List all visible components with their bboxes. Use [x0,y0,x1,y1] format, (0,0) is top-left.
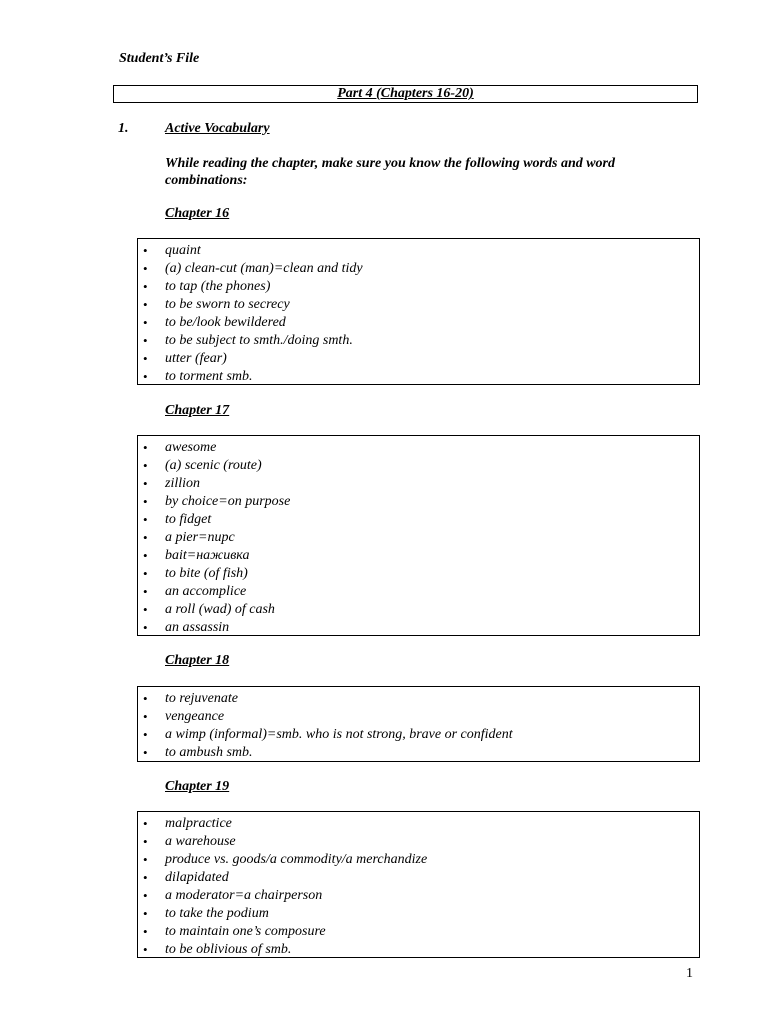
chapter-18-vocab-box [137,686,700,762]
vocab-item [138,368,699,386]
vocab-item [138,923,699,941]
vocab-item-text: to torment smb. [165,369,253,384]
vocab-item [138,851,699,869]
bullet-icon: • [143,870,148,885]
vocab-item [138,905,699,923]
vocab-item-text: a roll (wad) of cash [165,602,275,617]
vocab-item-text: bait=наживка [165,548,250,563]
bullet-icon: • [143,351,148,366]
vocab-item [138,350,699,368]
vocab-item-text: to fidget [165,512,212,527]
vocab-item [138,475,699,493]
vocab-item-text: vengeance [165,709,225,724]
vocab-item-text: to be oblivious of smb. [165,942,292,957]
bullet-icon: • [143,333,148,348]
bullet-icon: • [143,709,148,724]
bullet-icon: • [143,315,148,330]
bullet-icon: • [143,261,148,276]
bullet-icon: • [143,494,148,509]
vocab-item-text: a moderator=a chairperson [165,888,323,903]
vocab-item-text: to ambush smb. [165,745,253,760]
bullet-icon: • [143,279,148,294]
vocab-item-text: to rejuvenate [165,691,238,706]
vocab-item [138,726,699,744]
bullet-icon: • [143,530,148,545]
section-instruction: While reading the chapter, make sure you know the following words and word combinations: [165,156,616,188]
vocab-item [138,565,699,583]
vocab-item [138,547,699,565]
vocab-item [138,869,699,887]
vocab-item-text: zillion [165,476,201,491]
bullet-icon: • [143,924,148,939]
vocab-item [138,583,699,601]
bullet-icon: • [143,243,148,258]
vocab-list [138,242,699,386]
vocab-list [138,439,699,637]
bullet-icon: • [143,834,148,849]
vocab-item-text: a pier=пирс [165,530,235,545]
vocab-item-text: malpractice [165,816,232,831]
bullet-icon: • [143,888,148,903]
vocab-item [138,332,699,350]
bullet-icon: • [143,584,148,599]
vocab-item-text: to be/look bewildered [165,315,286,330]
page-number: 1 [686,966,693,981]
vocab-item-text: an accomplice [165,584,247,599]
bullet-icon: • [143,816,148,831]
bullet-icon: • [143,458,148,473]
vocab-item [138,941,699,959]
bullet-icon: • [143,548,148,563]
vocab-item [138,744,699,762]
vocab-item [138,708,699,726]
bullet-icon: • [143,942,148,957]
vocab-item [138,511,699,529]
bullet-icon: • [143,297,148,312]
bullet-icon: • [143,852,148,867]
vocab-item-text: produce vs. goods/a commodity/a merchandize [165,852,428,867]
part-title: Part 4 (Chapters 16-20) [337,86,474,101]
section-number: 1. [118,121,129,136]
vocab-item-text: utter (fear) [165,351,227,366]
vocab-item [138,439,699,457]
bullet-icon: • [143,440,148,455]
vocab-item [138,690,699,708]
chapter-16-vocab-box [137,238,700,385]
vocab-item-text: (a) clean-cut (man)=clean and tidy [165,261,363,276]
vocab-item-text: to bite (of fish) [165,566,248,581]
bullet-icon: • [143,727,148,742]
section-title: Active Vocabulary [165,121,270,136]
vocab-item [138,296,699,314]
vocab-item-text: an assassin [165,620,230,635]
chapter-16-title: Chapter 16 [165,206,230,221]
document-header: Student’s File [119,51,200,66]
bullet-icon: • [143,691,148,706]
vocab-list [138,815,699,959]
vocab-item [138,619,699,637]
vocab-list [138,690,699,762]
part-title-box [113,85,698,103]
vocab-item [138,493,699,511]
bullet-icon: • [143,512,148,527]
bullet-icon: • [143,369,148,384]
vocab-item [138,278,699,296]
vocab-item-text: to be sworn to secrecy [165,297,290,312]
chapter-19-vocab-box [137,811,700,958]
vocab-item-text: by choice=on purpose [165,494,291,509]
vocab-item-text: awesome [165,440,217,455]
vocab-item [138,242,699,260]
vocab-item [138,833,699,851]
bullet-icon: • [143,476,148,491]
chapter-18-title: Chapter 18 [165,653,230,668]
vocab-item-text: to maintain one’s composure [165,924,326,939]
vocab-item-text: a warehouse [165,834,236,849]
chapter-17-vocab-box [137,435,700,636]
vocab-item-text: dilapidated [165,870,229,885]
vocab-item-text: (a) scenic (route) [165,458,262,473]
vocab-item [138,457,699,475]
bullet-icon: • [143,745,148,760]
vocab-item [138,815,699,833]
bullet-icon: • [143,602,148,617]
vocab-item-text: to tap (the phones) [165,279,271,294]
vocab-item-text: quaint [165,243,201,258]
vocab-item [138,314,699,332]
vocab-item [138,529,699,547]
chapter-19-title: Chapter 19 [165,779,230,794]
vocab-item-text: a wimp (informal)=smb. who is not strong, brave or confident [165,727,513,742]
vocab-item-text: to be subject to smth./doing smth. [165,333,353,348]
bullet-icon: • [143,566,148,581]
vocab-item [138,601,699,619]
bullet-icon: • [143,620,148,635]
vocab-item-text: to take the podium [165,906,269,921]
chapter-17-title: Chapter 17 [165,403,230,418]
vocab-item [138,260,699,278]
vocab-item [138,887,699,905]
bullet-icon: • [143,906,148,921]
